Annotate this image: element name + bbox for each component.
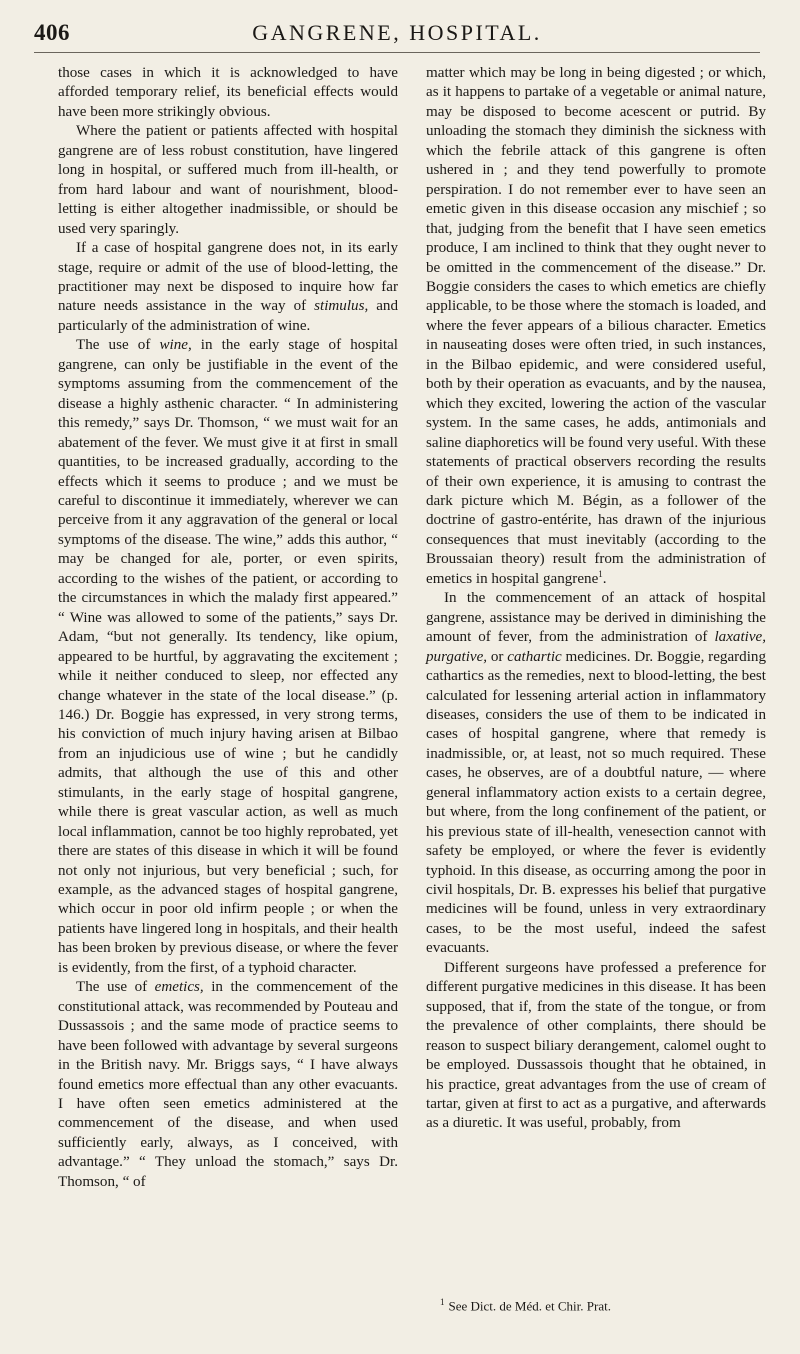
- paragraph: [58, 239, 398, 336]
- italic-term: emetics,: [154, 979, 204, 996]
- text-run: in the early stage of hospital gangrene, can only be justifiable in the event of the symptoms assuming from the commencement of the disease a highly asthenic character. “ In administering this remedy,” says Dr. Thomson, “ we must wait for an abatement of the fever. We must give it at first in small quantities, to be increased gradually, according to the effects which it seems to produce ; and we must be careful to discontinue it immediately, wherever we can perceive from it any aggravation of the general or local symptoms of the disease. The wine,” adds this author, “ may be changed for ale, porter, or even spirits, according to the wishes of the patient, or according to the circumstances in which the malady first appeared.” “ Wine was allowed to some of the patients,” says Dr. Adam, “but not generally. Its tendency, like opium, appeared to be hurtful, by aggravating the excitement ; while it neither conduced to sleep, nor effected any change whatever in the state of the local disease.” (p. 146.) Dr. Boggie has expressed, in very strong terms, his conviction of much injury having arisen at Bilbao from an injudicious use of wine ; but he candidly admits, that although the use of this and other stimulants, in the early stage of hospital gangrene, while there is great vascular action, as well as much local inflammation, cannot be too highly reprobated, yet there are states of this disease in which it will be found not only not injurious, but very beneficial ; such, for example, as the advanced stages of hospital gangrene, which occur in poor old infirm people ; or when the patients have lingered long in hospitals, and their health has been broken by previous disease, or where the fever is evidently, from the first, of a typhoid character.: [58, 337, 398, 976]
- text-run: In the commencement of an attack of hospital gangrene, assistance may be derived in diminishing the amount of fever, from the administration of: [426, 590, 766, 646]
- paragraph: [426, 64, 766, 589]
- text-run: or: [487, 648, 508, 665]
- paragraph: Where the patient or patients affected with hospital gangrene are of less robust constitution, have lingered long in hospital, or suffered much from ill-health, or from hard labour and want of nourishment, blood-letting is either altogether inadmissible, or should be used very sparingly.: [58, 123, 398, 237]
- text-run: .: [602, 570, 607, 587]
- text-run: medicines. Dr. Boggie, regarding cathartics as the remedies, next to blood-letting, the best calculated for lessening arterial action in inflammatory diseases, considers the use of them to be indicated in cases of hospital gangrene, where that remedy is inadmissible, or, at least, not so much required. These cases, he observes, are of a doubtful nature, — where general inflammatory action exists to a certain degree, but where, from the long confinement of the patient, or his previous state of ill-health, venesection cannot with safety be employed, or where the fever is evidently typhoid. In this disease, as occurring among the poor in civil hospitals, Dr. B. expresses his belief that purgative medicines will be found, unless in very extraordinary cases, to be the most useful, indeed the safest evacuants.: [426, 648, 766, 957]
- text-run: If a case of hospital gangrene does not, in its early stage, require or admit of the use of blood-letting, the practitioner may next be disposed to inquire how far nature needs assistance in the way of: [58, 240, 398, 315]
- page-number: 406: [34, 20, 70, 45]
- text-run: matter which may be long in being digested ; or which, as it happens to partake of a vegetable or animal nature, may be disposed to become acescent or putrid. By unloading the stomach they diminish the sickness with which the febrile attack of this gangrene is often ushered in ; and they tend powerfully to promote perspiration. I do not remember ever to have seen an emetic given in this disease occasion any mischief ; so that, judging from the benefit that I have seen emetics produce, I am inclined to think that they ought never to be omitted in the commencement of the disease.” Dr. Boggie considers the cases to which emetics are chiefly applicable, to be those where the stomach is loaded, and where the fever appears of a bilious character. Emetics in nauseating doses were often tried, in such instances, in the Bilbao epidemic, and were considered useful, both by their operation as evacuants, and by the nausea, which they excited, lowering the action of the vascular system. In the same cases, he adds, antimonials and saline diaphoretics will be found very useful. With these statements of practical observers recording the results of their own experience, it is amusing to contrast the dark picture which M. Bégin, as a follower of the doctrine of gastro-entérite, has drawn of the injurious consequences that must inevitably (according to the Broussaian theory) result from the administration of emetics in hospital gangrene: [426, 65, 766, 587]
- italic-term: stimulus,: [314, 298, 369, 315]
- italic-term: cathartic: [507, 648, 562, 665]
- text-run: The use of: [76, 979, 155, 996]
- paragraph: those cases in which it is acknowledged to have afforded temporary relief, its beneficial effects would have been more strikingly obvious.: [58, 65, 398, 120]
- footnote-text: See Dict. de Méd. et Chir. Prat.: [448, 1298, 611, 1314]
- right-column: [426, 64, 766, 1134]
- paragraph: [58, 336, 398, 978]
- paragraph: [58, 978, 398, 1192]
- running-head: GANGRENE, HOSPITAL.: [252, 20, 542, 45]
- text-run: and particularly of the administration of wine.: [58, 298, 398, 334]
- footnote: [440, 1294, 760, 1314]
- page-header: [34, 18, 760, 53]
- text-run: in the commencement of the constitutional attack, was recommended by Pouteau and Dussassois ; and the same mode of practice seems to have been followed with advantage by several surgeons in the British navy. Mr. Briggs says, “ I have always found emetics more effectual than any other evacuants. I have often seen emetics administered at the commencement of the disease, and when used sufficiently early, always, as I conceived, with advantage.” “ They unload the stomach,” says Dr. Thomson, “ of: [58, 979, 398, 1190]
- footnote-reference: 1: [598, 568, 603, 579]
- text-run: The use of: [76, 337, 160, 354]
- italic-term: laxative, purgative,: [426, 629, 766, 665]
- paragraph: Different surgeons have professed a preference for different purgative medicines in this disease. It has been supposed, that if, from the state of the tongue, or from the prevalence of other complaints, there should be reason to suspect biliary derangement, calomel ought to be employed. Dussassois thought that he obtained, in his practice, great advantages from the use of cream of tartar, given at first to act as a purgative, and afterwards as a diuretic. It was useful, probably, from: [426, 959, 766, 1132]
- footnote-marker: 1: [440, 1297, 445, 1307]
- left-column: [58, 64, 398, 1192]
- paragraph: [426, 589, 766, 959]
- italic-term: wine,: [159, 337, 192, 354]
